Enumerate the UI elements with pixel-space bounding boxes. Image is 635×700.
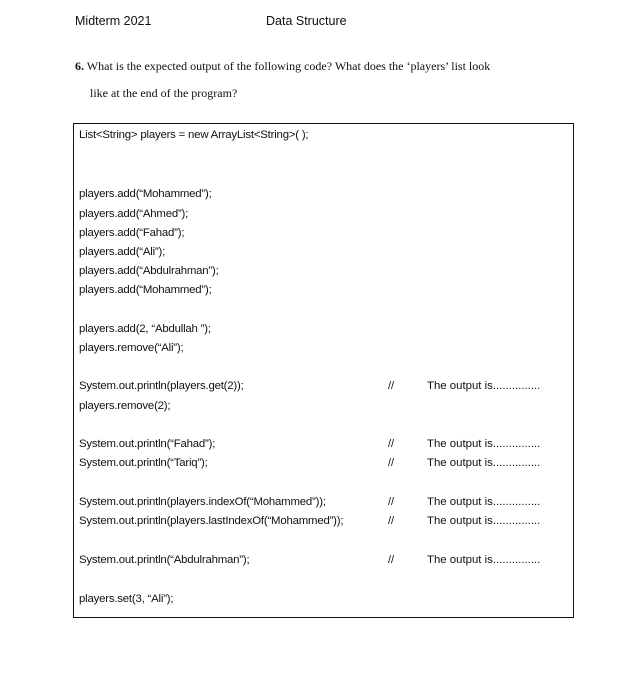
code-line: players.add(2, “Abdullah ”); <box>79 323 211 335</box>
comment-marker: // <box>388 515 395 527</box>
code-line: players.set(3, “Ali”); <box>79 593 174 605</box>
header-subject-title: Data Structure <box>266 14 347 28</box>
code-line: players.add(“Abdulrahman”); <box>79 265 219 277</box>
code-line: players.remove(“Ali”); <box>79 342 184 354</box>
code-declaration: List<String> players = new ArrayList<String>( ); <box>79 129 309 141</box>
output-blank: The output is............... <box>427 554 541 566</box>
code-line: System.out.println(“Abdulrahman”); <box>79 554 250 566</box>
code-line: players.add(“Fahad”); <box>79 227 185 239</box>
code-line: players.remove(2); <box>79 400 171 412</box>
output-blank: The output is............... <box>427 438 541 450</box>
question-block <box>75 53 575 107</box>
code-line: System.out.println(players.lastIndexOf(“Mohammed”)); <box>79 515 344 527</box>
code-line: players.add(“Ali”); <box>79 246 166 258</box>
code-line: players.add(“Mohammed”); <box>79 188 212 200</box>
code-line: System.out.println(“Tariq”); <box>79 457 208 469</box>
code-line: System.out.println(players.get(2)); <box>79 380 244 392</box>
output-blank: The output is............... <box>427 380 541 392</box>
question-number: 6. <box>75 59 84 73</box>
output-blank: The output is............... <box>427 457 541 469</box>
comment-marker: // <box>388 554 395 566</box>
code-line: System.out.println(“Fahad”); <box>79 438 216 450</box>
code-line: players.add(“Ahmed”); <box>79 208 189 220</box>
code-line: System.out.println(players.indexOf(“Mohammed”)); <box>79 496 326 508</box>
comment-marker: // <box>388 438 395 450</box>
output-blank: The output is............... <box>427 496 541 508</box>
header-course-label: Midterm 2021 <box>75 14 152 28</box>
question-continuation: like at the end of the program? <box>90 86 238 100</box>
question-line-1 <box>75 53 575 80</box>
output-blank: The output is............... <box>427 515 541 527</box>
comment-marker: // <box>388 457 395 469</box>
comment-marker: // <box>388 380 395 392</box>
comment-marker: // <box>388 496 395 508</box>
code-line: players.add(“Mohammed”); <box>79 284 212 296</box>
question-text: What is the expected output of the following code? What does the ‘players’ list look <box>86 59 491 73</box>
